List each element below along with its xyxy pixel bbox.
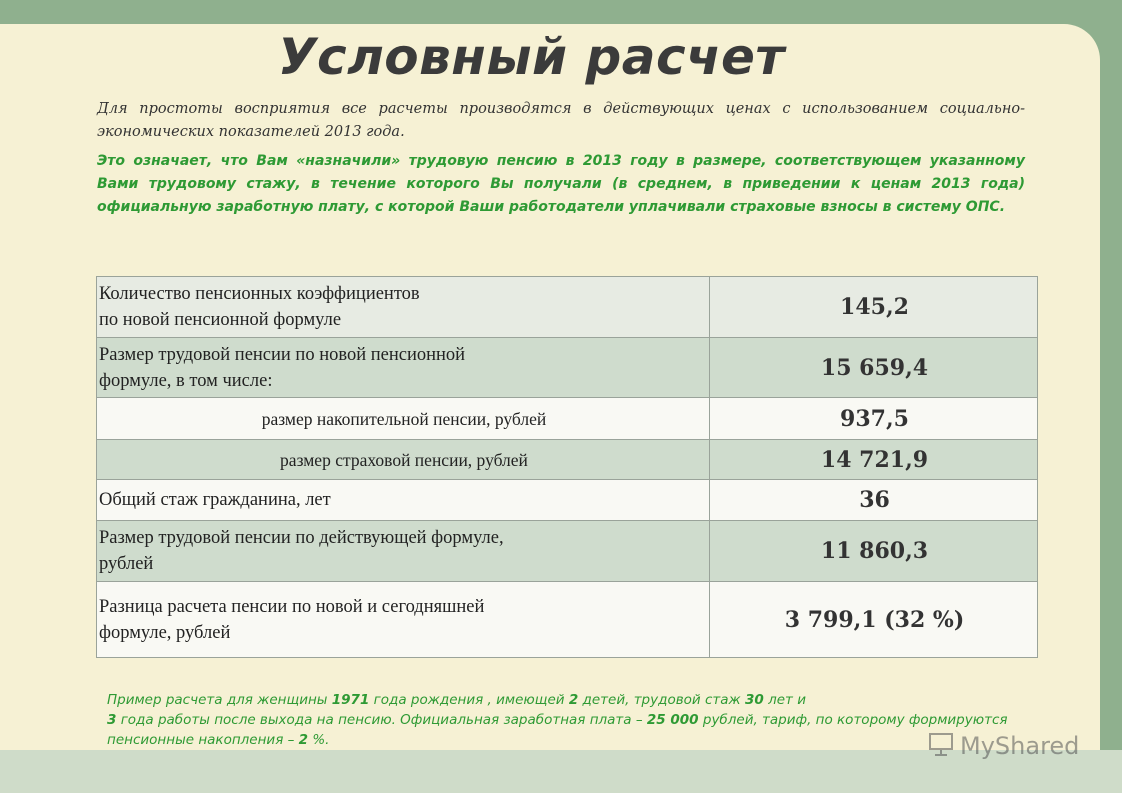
row-value: 15 659,4 — [710, 338, 1038, 398]
table-row — [97, 582, 1038, 658]
table-row — [97, 398, 1038, 440]
row-value: 3 799,1 (32 %) — [710, 582, 1038, 658]
row-value: 145,2 — [710, 277, 1038, 338]
table-row — [97, 440, 1038, 480]
table-row — [97, 480, 1038, 521]
row-value: 11 860,3 — [710, 521, 1038, 582]
table-row — [97, 277, 1038, 338]
row-value: 14 721,9 — [710, 440, 1038, 480]
watermark — [928, 730, 1088, 762]
pension-table — [96, 276, 1038, 658]
row-label: Разница расчета пенсии по новой и сегодняшней формуле, рублей — [97, 582, 710, 658]
intro-text: Для простоты восприятия все расчеты производятся в действующих ценах с использованием социально-экономических показателей 2013 года. — [97, 101, 1025, 140]
row-label: Общий стаж гражданина, лет — [97, 480, 710, 521]
watermark-text: MyShared — [960, 732, 1080, 760]
page-title: Условный расчет — [278, 28, 785, 86]
row-label: размер накопительной пенсии, рублей — [97, 398, 710, 440]
row-label: Количество пенсионных коэффициентов по новой пенсионной формуле — [97, 277, 710, 338]
highlight-text: Это означает, что Вам «назначили» трудовую пенсию в 2013 году в размере, соответствующем указанному Вами трудовому стажу, в течение которого Вы получали (в среднем, в приведении к ценам 2013 года) официальную заработную плату, с которой Ваши работодатели уплачивали страховые взносы в систему ОПС. — [97, 153, 1025, 215]
row-value: 937,5 — [710, 398, 1038, 440]
table-row — [97, 338, 1038, 398]
row-label: Размер трудовой пенсии по новой пенсионной формуле, в том числе: — [97, 338, 710, 398]
row-value: 36 — [710, 480, 1038, 521]
table-row — [97, 521, 1038, 582]
presentation-board-icon — [928, 731, 954, 761]
example-text: Пример расчета для женщины 1971 года рождения , имеющей 2 детей, трудовой стаж 30 лет и 3 года работы после выхода на пенсию. Официальная заработная плата – 25 000 рублей, тариф, по которому формируются пенсионные накопления – 2 %. — [107, 692, 1008, 748]
row-label: размер страховой пенсии, рублей — [97, 440, 710, 480]
row-label: Размер трудовой пенсии по действующей формуле, рублей — [97, 521, 710, 582]
